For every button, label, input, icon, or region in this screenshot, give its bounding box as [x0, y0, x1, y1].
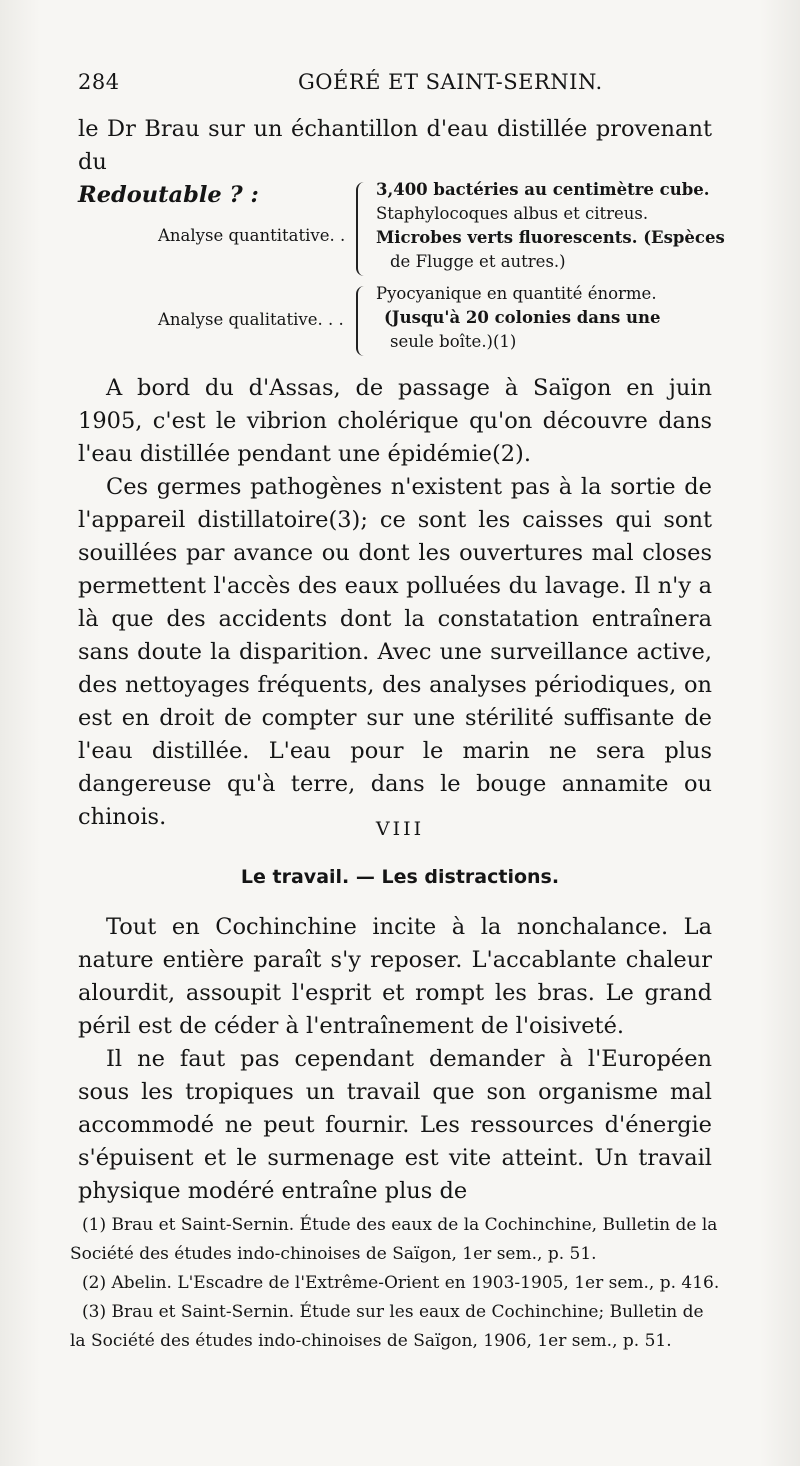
paragraph: Il ne faut pas cependant demander à l'Européen sous les tropiques un travail que son organisme mal accommodé ne peut fournir. Les ressources d'énergie s'épuisent et le surmenage est vite atteint. Un travail physique modéré entraîne plus de [78, 1046, 712, 1204]
qualitative-analysis [78, 282, 712, 362]
footnote: (1) Brau et Saint-Sernin. Étude des eaux de la Cochinchine, Bulletin de la Société des études indo-chinoises de Saïgon, 1er sem., p. 51. [70, 1215, 718, 1264]
paragraph: Tout en Cochinchine incite à la nonchalance. La nature entière paraît s'y reposer. L'accablante chaleur alourdit, assoupit l'esprit et rompt les bras. Le grand péril est de céder à l'entraînement de l'oisiveté. [78, 914, 712, 1039]
quantitative-item: 3,400 bactéries au centimètre cube. [376, 180, 710, 199]
footnote: (2) Abelin. L'Escadre de l'Extrême-Orient en 1903-1905, 1er sem., p. 416. [82, 1273, 720, 1293]
footnote: (3) Brau et Saint-Sernin. Étude sur les eaux de Cochinchine; Bulletin de la Société des études indo-chinoises de Saïgon, 1906, 1er sem., p. 51. [70, 1302, 704, 1351]
quantitative-label: Analyse quantitative. . [158, 226, 346, 245]
running-title: GOÉRÉ ET SAINT-SERNIN. [298, 70, 603, 94]
page-number: 284 [78, 70, 120, 94]
intro-line-1: le Dr Brau sur un échantillon d'eau distillée provenant du [78, 116, 712, 175]
quantitative-analysis [78, 178, 725, 282]
body-text-bottom [78, 911, 712, 1208]
paragraph: A bord du d'Assas, de passage à Saïgon en juin 1905, c'est le vibrion cholérique qu'on découvre dans l'eau distillée pendant une épidémie(2). [78, 375, 712, 467]
quantitative-item: Staphylocoques albus et citreus. [376, 204, 649, 223]
qualitative-item: (Jusqu'à 20 colonies dans une [384, 308, 661, 327]
paragraph: Ces germes pathogènes n'existent pas à la sortie de l'appareil distillatoire(3); ce sont les caisses qui sont souillées par avance ou dont les ouvertures mal closes permettent l'accès des eaux polluées du lavage. Il n'y a là que des accidents dont la constatation entraînera sans doute la disparition. Avec une surveillance active, des nettoyages fréquents, des analyses périodiques, on est en droit de compter sur une stérilité suffisante de l'eau distillée. L'eau pour le marin ne sera plus dangereuse qu'à terre, dans le bouge annamite ou chinois. [78, 474, 712, 830]
page-header [78, 70, 740, 100]
intro-line-2: Redoutable ? : [78, 182, 259, 208]
qualitative-item: seule boîte.)(1) [390, 332, 517, 351]
analysis-table [78, 178, 725, 362]
brace-icon [356, 182, 364, 276]
section-title: Le travail. — Les distractions. [240, 866, 560, 888]
body-text-top [78, 372, 712, 834]
quantitative-item: de Flugge et autres.) [390, 252, 566, 271]
qualitative-item: Pyocyanique en quantité énorme. [376, 284, 657, 303]
brace-icon [356, 286, 364, 356]
qualitative-items [376, 282, 712, 354]
quantitative-item: Microbes verts fluorescents. (Espèces [376, 228, 725, 247]
footnotes [70, 1211, 720, 1356]
qualitative-label: Analyse qualitative. . . [158, 310, 344, 329]
quantitative-items [376, 178, 725, 274]
section-number: VIII [375, 818, 425, 840]
